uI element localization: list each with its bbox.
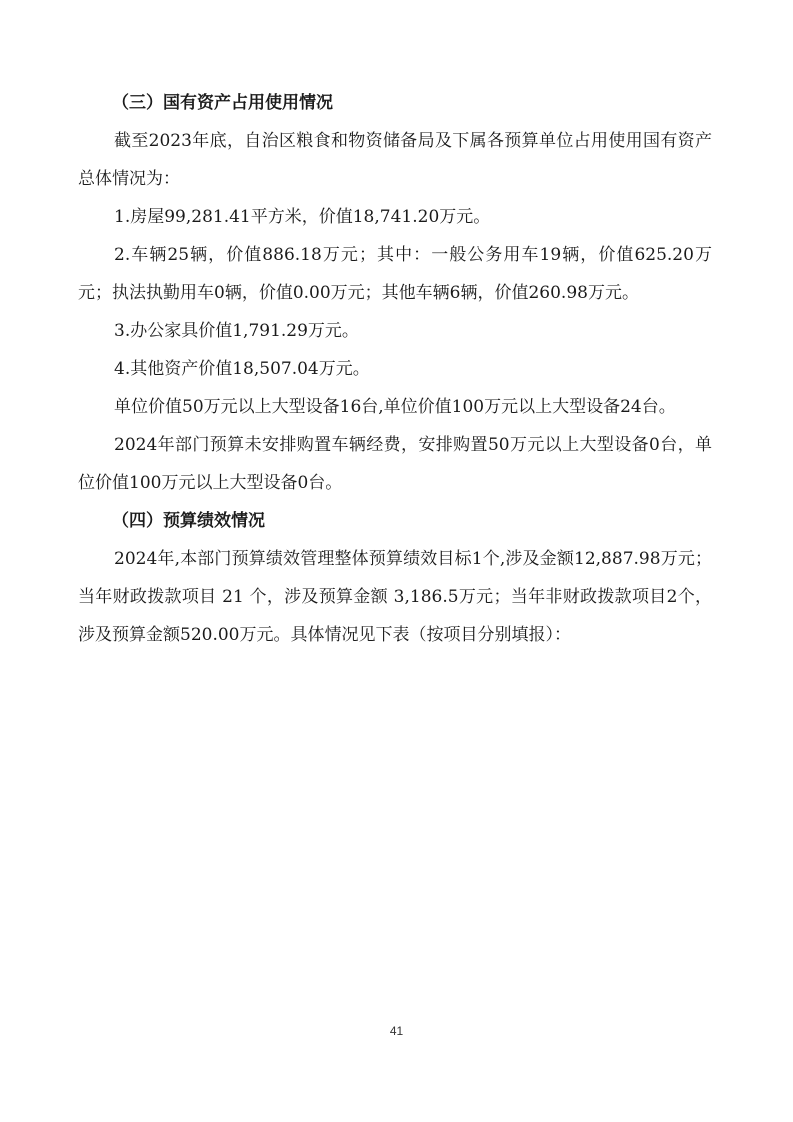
paragraph-assets-overview: 截至2023年底，自治区粮食和物资储备局及下属各预算单位占用使用国有资产总体情况为： — [78, 131, 712, 189]
document-body — [78, 84, 712, 654]
paragraph-assets-vehicles: 2.车辆25辆，价值886.18万元；其中：一般公务用车19辆，价值625.20万元；执法执勤用车0辆，价值0.00万元；其他车辆6辆，价值260.98万元。 — [78, 245, 712, 303]
paragraph-assets-purchase-plan: 2024年部门预算未安排购置车辆经费，安排购置50万元以上大型设备0台，单位价值100万元以上大型设备0台。 — [78, 435, 712, 493]
paragraph-performance-overview: 2024年,本部门预算绩效管理整体预算绩效目标1个,涉及金额12,887.98万元；当年财政拨款项目 21 个，涉及预算金额 3,186.5万元；当年非财政拨款项目2个，涉及预算金额520.00万元。具体情况见下表（按项目分别填报）： — [78, 549, 712, 645]
section-heading-performance: （四）预算绩效情况 — [112, 511, 265, 531]
paragraph-assets-equipment: 单位价值50万元以上大型设备16台,单位价值100万元以上大型设备24台。 — [114, 397, 676, 417]
page-number: 41 — [389, 1024, 404, 1038]
paragraph-assets-housing: 1.房屋99,281.41平方米，价值18,741.20万元。 — [114, 207, 491, 227]
section-heading-state-assets: （三）国有资产占用使用情况 — [112, 93, 333, 113]
paragraph-assets-other: 4.其他资产价值18,507.04万元。 — [114, 359, 370, 379]
paragraph-assets-furniture: 3.办公家具价值1,791.29万元。 — [114, 321, 359, 341]
